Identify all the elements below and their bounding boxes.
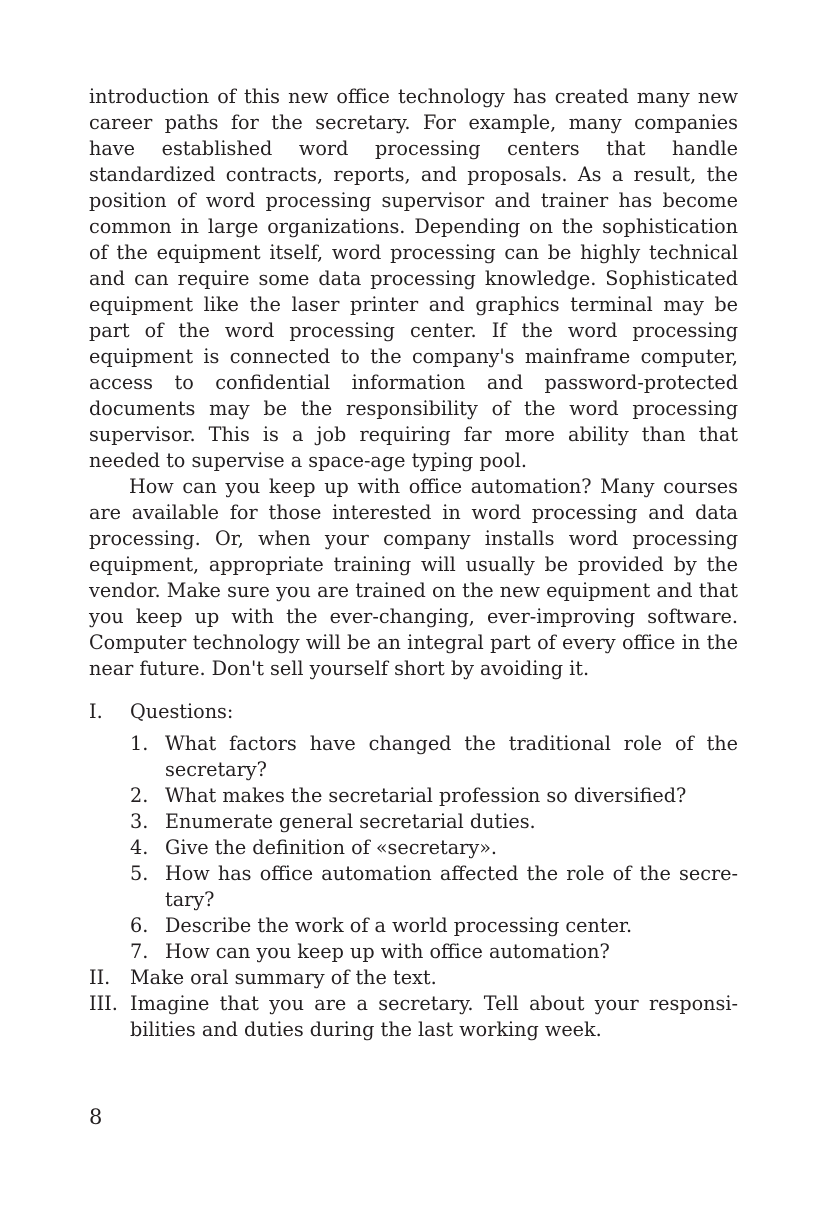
exercise-2 [89,965,738,991]
question-text: How can you keep up with office automation? [165,940,610,963]
question-item [130,861,738,913]
body-paragraph-1: introduction of this new office technology has created many new career paths for the secretary. For example, many companies have established word processing centers that handle standardized contracts, reports, and proposals. As a result, the position of word processing supervisor and trainer has become common in large organizations. Depending on the sophistication of the equipment itself, word processing can be highly technical and can require some data processing knowledge. Sophisticated equipment like the laser printer and graphics terminal may be part of the word processing center. If the word processing equipment is connected to the company's mainframe computer, access to confidential information and password-protected documents may be the responsibility of the word processing supervisor. This is a job requiring far more ability than that needed to supervise a space-age typing pool. [89,85,738,472]
question-item [130,913,738,939]
question-item [130,783,738,809]
question-item [130,809,738,835]
question-text: What makes the secretarial profession so diversified? [165,784,687,807]
question-list [130,731,738,965]
question-number: 7. [130,940,149,963]
exercise-3 [89,991,738,1043]
question-item [130,939,738,965]
question-text: What factors have changed the traditional role of the secretary? [165,732,738,781]
question-text: Enumerate general secretarial duties. [165,810,536,833]
body-paragraph-2: How can you keep up with office automation? Many courses are available for those interested in word processing and data processing. Or, when your company installs word processing equipment, appropriate training will usually be provided by the vendor. Make sure you are trained on the new equipment and that you keep up with the ever-changing, ever-improving software. Computer technology will be an integral part of every office in the near future. Don't sell yourself short by avoiding it. [89,475,738,680]
question-item [130,731,738,783]
question-text: Give the definition of «secretary». [165,836,498,859]
exercise-1 [89,699,738,965]
exercise-title: Imagine that you are a secretary. Tell about your responsibilities and duties during the last working week. [130,992,738,1041]
question-number: 3. [130,810,149,833]
page-number: 8 [89,1105,103,1129]
question-number: 6. [130,914,149,937]
question-number: 2. [130,784,149,807]
exercise-number: III. [89,992,118,1015]
question-number: 5. [130,862,149,885]
exercise-title: Questions: [130,700,234,723]
exercises-section [89,699,738,1043]
exercise-number: II. [89,966,111,989]
exercise-number: I. [89,700,103,723]
question-number: 4. [130,836,149,859]
question-item [130,835,738,861]
question-text: Describe the work of a world processing center. [165,914,633,937]
question-number: 1. [130,732,149,755]
page-content [89,84,738,1043]
exercise-title: Make oral summary of the text. [130,966,437,989]
question-text: How has office automation affected the role of the secretary? [165,862,738,911]
